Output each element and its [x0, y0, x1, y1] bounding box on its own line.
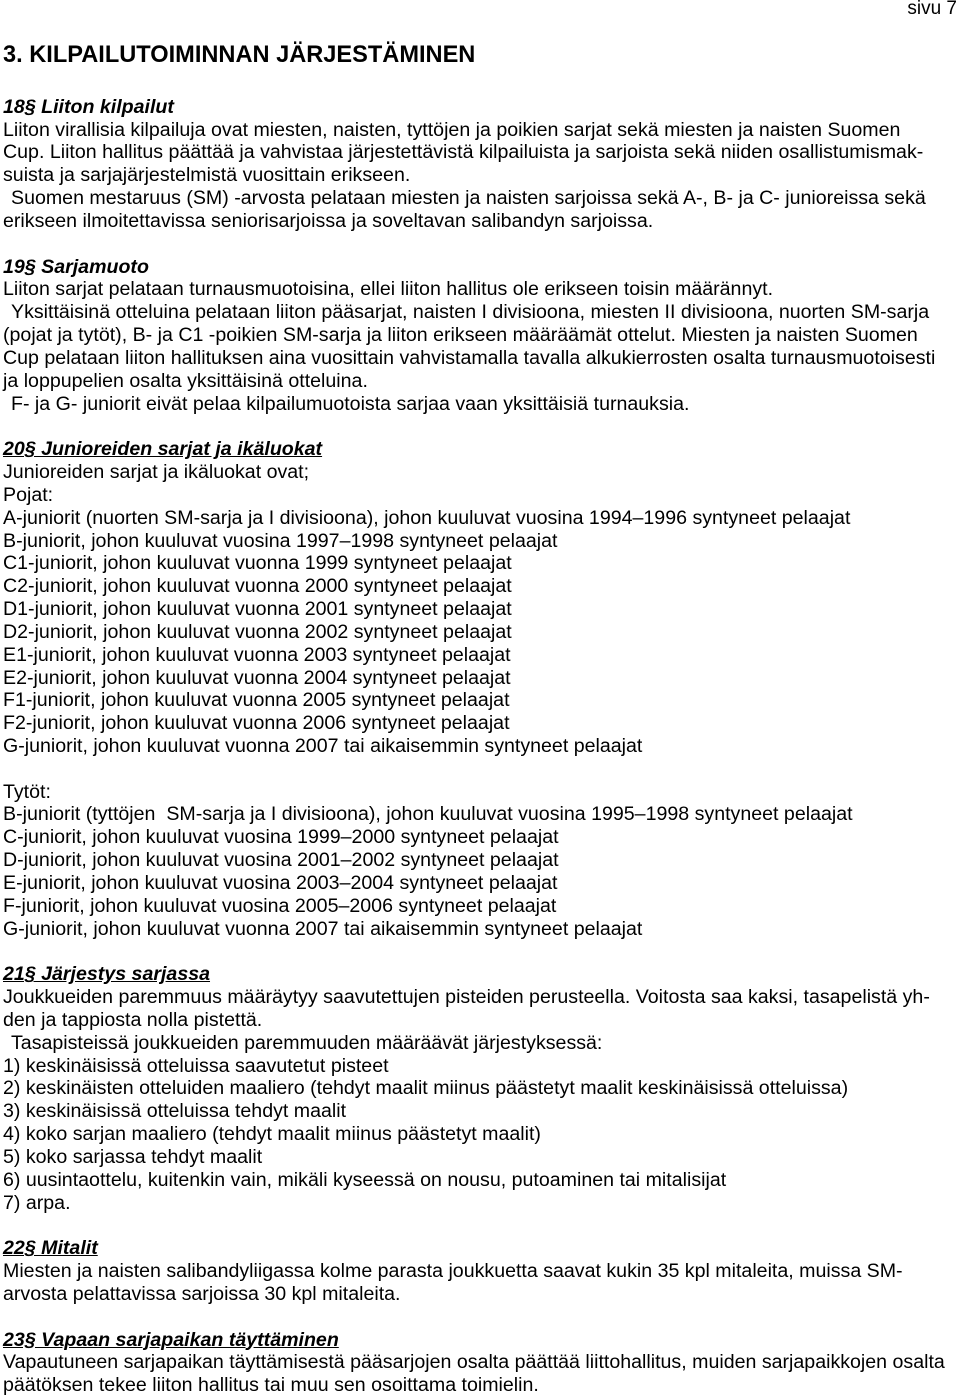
list-item: 1) keskinäisissä otteluissa saavutetut pisteet: [3, 1054, 389, 1077]
blank-line: [3, 415, 958, 438]
chapter-title: 3. KILPAILUTOIMINNAN JÄRJESTÄMINEN: [3, 42, 476, 68]
text-line: Vapautuneen sarjapaikan täyttämisestä pääsarjojen osalta päättää liittohallitus, muiden sarjapaikkojen osalta: [3, 1351, 945, 1374]
list-item: E1-juniorit, johon kuuluvat vuonna 2003 syntyneet pelaajat: [3, 643, 511, 666]
blank-line: [3, 1306, 958, 1329]
blank-line: [3, 1214, 958, 1237]
age-group-boys: [3, 484, 958, 758]
section-heading: 20§ Junioreiden sarjat ja ikäluokat: [3, 438, 323, 461]
list-item: 5) koko sarjassa tehdyt maalit: [3, 1145, 263, 1168]
section-heading: 21§ Järjestys sarjassa: [3, 963, 211, 986]
list-item: E2-juniorit, johon kuuluvat vuonna 2004 syntyneet pelaajat: [3, 666, 511, 689]
list-item: B-juniorit, johon kuuluvat vuosina 1997–1998 syntyneet pelaajat: [3, 529, 558, 552]
text-line: den ja tappiosta nolla pistettä.: [3, 1008, 263, 1031]
text-line: Liiton virallisia kilpailuja ovat miesten, naisten, tyttöjen ja poikien sarjat sekä miesten ja naisten Suomen: [3, 118, 901, 141]
text-line: arvosta pelattavissa sarjoissa 30 kpl mitaleita.: [3, 1282, 401, 1305]
text-line: Suomen mestaruus (SM) -arvosta pelataan miesten ja naisten sarjoissa sekä A-, B- ja C- junioreissa sekä: [11, 187, 926, 210]
list-item: D1-juniorit, johon kuuluvat vuonna 2001 syntyneet pelaajat: [3, 598, 512, 621]
text-line: Cup pelataan liiton hallituksen aina vuosittain vahvistamalla tavalla alkukierrosten osalta turnausmuotoisesti: [3, 346, 936, 369]
group-label: Pojat:: [3, 483, 54, 506]
list-item: 2) keskinäisten otteluiden maaliero (tehdyt maalit miinus päästetyt maalit keskinäisissä otteluissa): [3, 1077, 849, 1100]
text-line: Joukkueiden paremmuus määräytyy saavutettujen pisteiden perusteella. Voitosta saa kaksi, tasapelistä yh-: [3, 986, 930, 1009]
section-jarjestys: [3, 963, 958, 1214]
text-line: erikseen ilmoitettavissa seniorisarjoissa ja soveltavan salibandyn sarjoissa.: [3, 209, 654, 232]
list-item: C2-juniorit, johon kuuluvat vuonna 2000 syntyneet pelaajat: [3, 575, 512, 598]
list-item: 4) koko sarjan maaliero (tehdyt maalit miinus päästetyt maalit): [3, 1123, 541, 1146]
blank-line: [3, 758, 958, 781]
list-item: A-juniorit (nuorten SM-sarja ja I divisioona), johon kuuluvat vuosina 1994–1996 syntyneet pelaajat: [3, 506, 851, 529]
list-item: 6) uusintaottelu, kuitenkin vain, mikäli kyseessä on nousu, putoaminen tai mitalisijat: [3, 1168, 727, 1191]
text-line: Tasapisteissä joukkueiden paremmuuden määräävät järjestyksessä:: [11, 1031, 603, 1054]
list-item: G-juniorit, johon kuuluvat vuonna 2007 tai aikaisemmin syntyneet pelaajat: [3, 917, 643, 940]
text-line: ja loppupelien osalta yksittäisinä otteluina.: [3, 369, 368, 392]
page-number: sivu 7: [907, 0, 957, 19]
list-item: D2-juniorit, johon kuuluvat vuonna 2002 syntyneet pelaajat: [3, 620, 512, 643]
text-line: suista ja sarjajärjestelmistä vuosittain erikseen.: [3, 164, 411, 187]
list-item: 7) arpa.: [3, 1191, 71, 1214]
section-heading: 19§ Sarjamuoto: [3, 255, 149, 278]
text-line: päätöksen tekee liiton hallitus tai muu sen osoittama toimielin.: [3, 1374, 539, 1397]
document-body: [3, 96, 958, 1397]
blank-line: [3, 233, 958, 256]
text-line: (pojat ja tytöt), B- ja C1 -poikien SM-sarja ja liiton erikseen määräämät ottelut. Miesten ja naisten Suomen: [3, 324, 918, 347]
text-line: Junioreiden sarjat ja ikäluokat ovat;: [3, 461, 310, 484]
list-item: D-juniorit, johon kuuluvat vuosina 2001–2002 syntyneet pelaajat: [3, 849, 559, 872]
list-item: C-juniorit, johon kuuluvat vuosina 1999–2000 syntyneet pelaajat: [3, 826, 559, 849]
text-line: Cup. Liiton hallitus päättää ja vahvistaa järjestettävistä kilpailuista ja sarjoista sekä niiden osallistumismak-: [3, 141, 924, 164]
section-kilpailut: [3, 96, 958, 233]
text-line: Liiton sarjat pelataan turnausmuotoisina, ellei liiton hallitus ole erikseen toisin määrännyt.: [3, 278, 774, 301]
list-item: 3) keskinäisissä otteluissa tehdyt maalit: [3, 1100, 347, 1123]
list-item: G-juniorit, johon kuuluvat vuonna 2007 tai aikaisemmin syntyneet pelaajat: [3, 734, 643, 757]
list-item: F2-juniorit, johon kuuluvat vuonna 2006 syntyneet pelaajat: [3, 712, 510, 735]
section-heading: 18§ Liiton kilpailut: [3, 95, 174, 118]
group-label: Tytöt:: [3, 780, 51, 803]
list-item: F1-juniorit, johon kuuluvat vuonna 2005 syntyneet pelaajat: [3, 689, 510, 712]
list-item: B-juniorit (tyttöjen SM-sarja ja I divisioona), johon kuuluvat vuosina 1995–1998 syntyneet pelaajat: [3, 803, 853, 826]
list-item: F-juniorit, johon kuuluvat vuosina 2005–2006 syntyneet pelaajat: [3, 894, 557, 917]
age-group-girls: [3, 781, 958, 941]
section-mitalit: [3, 1237, 958, 1305]
section-vapaa-sarjapaikka: [3, 1329, 958, 1397]
text-line: F- ja G- juniorit eivät pelaa kilpailumuotoista sarjaa vaan yksittäisiä turnauksia.: [11, 392, 690, 415]
text-line: Miesten ja naisten salibandyliigassa kolme parasta joukkuetta saavat kukin 35 kpl mitaleita, muissa SM-: [3, 1260, 903, 1283]
list-item: E-juniorit, johon kuuluvat vuosina 2003–2004 syntyneet pelaajat: [3, 871, 558, 894]
text-line: Yksittäisinä otteluina pelataan liiton pääsarjat, naisten I divisioona, miesten II divisioona, nuorten SM-sarja: [11, 301, 930, 324]
blank-line: [3, 940, 958, 963]
section-heading: 23§ Vapaan sarjapaikan täyttäminen: [3, 1328, 339, 1351]
section-junioreiden-sarjat: [3, 438, 958, 940]
section-sarjamuoto: [3, 256, 958, 416]
list-item: C1-juniorit, johon kuuluvat vuonna 1999 syntyneet pelaajat: [3, 552, 512, 575]
section-heading: 22§ Mitalit: [3, 1237, 98, 1260]
